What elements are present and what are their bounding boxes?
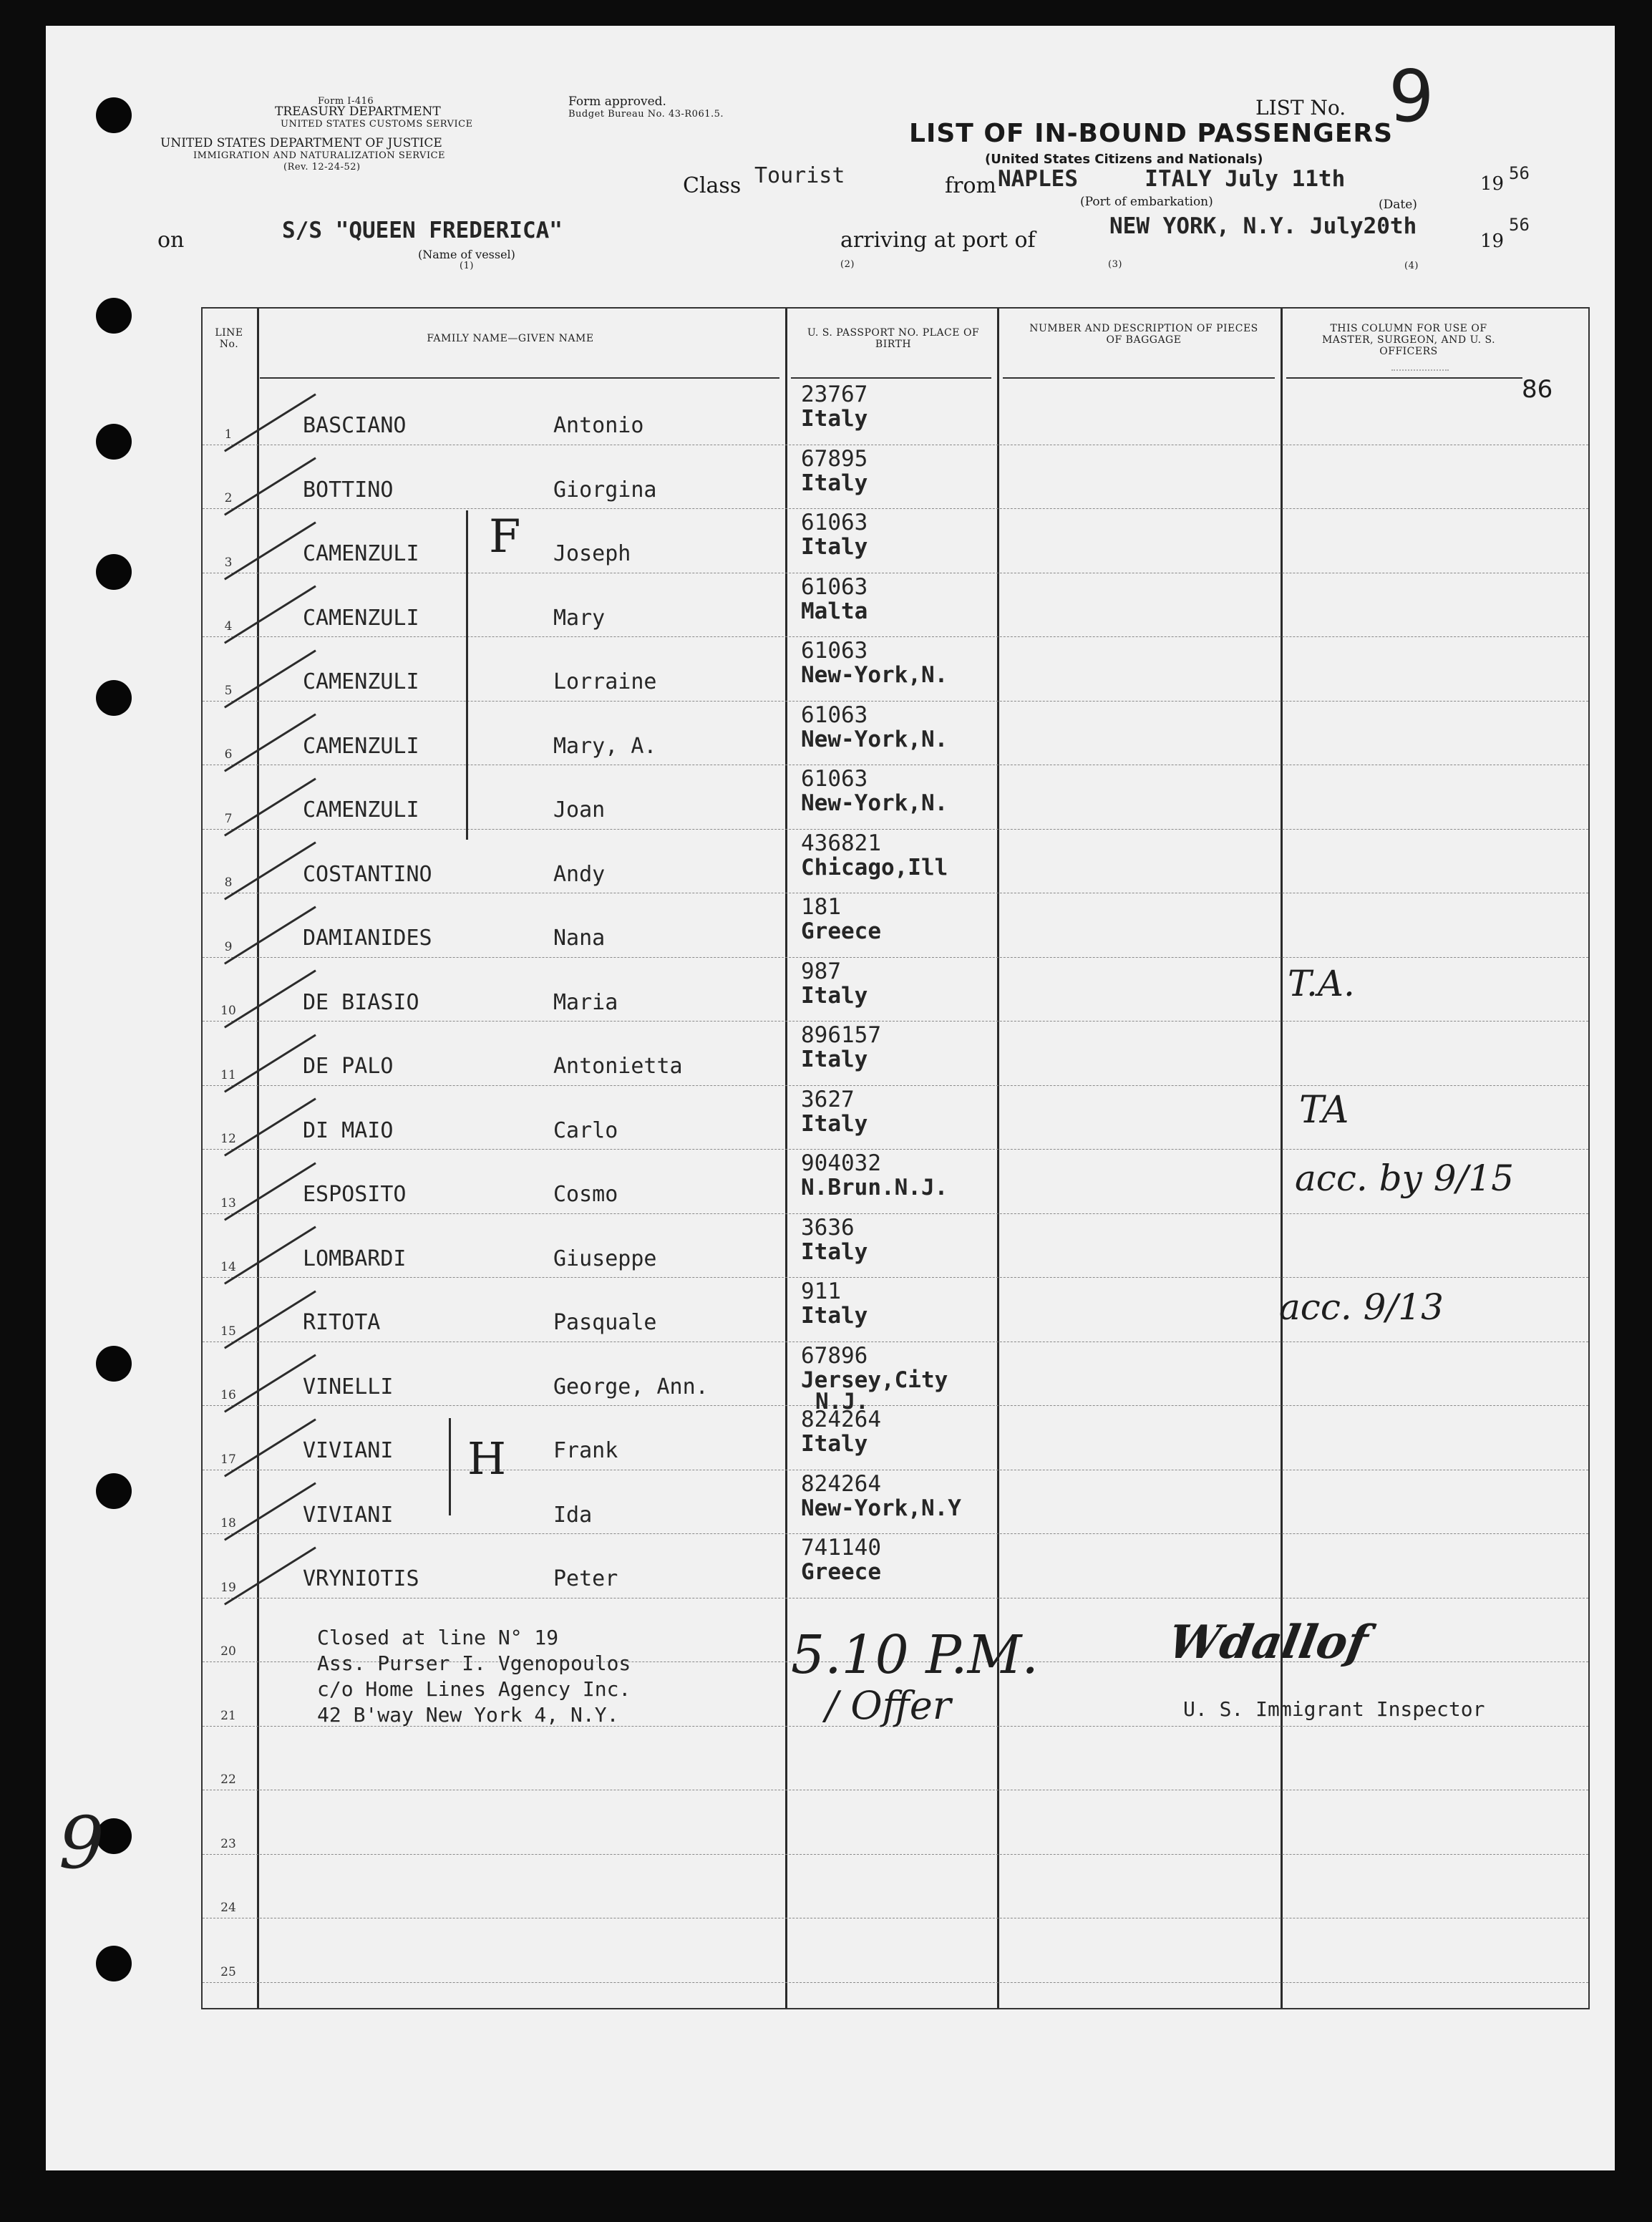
family-name: DI MAIO	[303, 1117, 394, 1143]
port-embark-note: (Port of embarkation)	[1080, 195, 1213, 209]
family-bracket	[456, 510, 468, 840]
family-name: VINELLI	[303, 1374, 394, 1399]
line-number: 22	[220, 1772, 236, 1787]
punch-hole	[96, 1473, 132, 1509]
place-of-birth: New-York,N.	[801, 726, 948, 752]
header-baggage: NUMBER AND DESCRIPTION OF PIECES OF BAGGAGE	[1029, 323, 1258, 346]
punch-hole	[96, 1946, 132, 1981]
punch-hole	[96, 680, 132, 716]
passport-number: 61063	[801, 638, 868, 664]
margin-number: 86	[1522, 375, 1553, 404]
place-of-birth: Italy	[801, 1303, 868, 1329]
header-line-no: LINE No.	[215, 327, 243, 350]
note-acc-1: acc. by 9/15	[1295, 1158, 1515, 1199]
family-name: VRYNIOTIS	[303, 1566, 419, 1591]
place-of-birth: New-York,N.	[801, 790, 948, 816]
header-rule	[260, 377, 779, 379]
given-name: Joseph	[553, 541, 631, 566]
family-name: VIVIANI	[303, 1502, 394, 1528]
bracket-f: F	[489, 510, 521, 563]
table-row	[203, 573, 1588, 637]
header-passport: U. S. PASSPORT NO. PLACE OF BIRTH	[807, 327, 980, 350]
passport-number: 61063	[801, 573, 868, 600]
note-acc-2: acc. 9/13	[1279, 1286, 1444, 1328]
family-name: DAMIANIDES	[303, 926, 432, 951]
line-number: 13	[220, 1195, 236, 1211]
table-row	[203, 1533, 1588, 1598]
place-of-birth: Italy	[801, 470, 868, 496]
family-name: COSTANTINO	[303, 861, 432, 887]
given-name: Cosmo	[553, 1182, 618, 1207]
passport-number: 824264	[801, 1407, 881, 1432]
place-of-birth-line2: N.J.	[815, 1388, 869, 1415]
inspector-label: U. S. Immigrant Inspector	[1183, 1697, 1485, 1721]
line-number: 8	[224, 875, 233, 890]
inspector-signature: Wdallof	[1164, 1616, 1372, 1669]
line-number: 11	[220, 1067, 236, 1082]
col-num-4: (4)	[1404, 261, 1419, 271]
header-rule	[1286, 377, 1522, 379]
line-number: 2	[224, 491, 233, 505]
col-num-3: (3)	[1108, 259, 1122, 270]
family-name: RITOTA	[303, 1310, 381, 1335]
vessel-note: (Name of vessel)	[418, 248, 515, 261]
family-name: DE BIASIO	[303, 989, 419, 1015]
line-number: 9	[224, 939, 233, 954]
closing-line-1: Closed at line N° 19	[317, 1626, 559, 1649]
place-of-birth: New-York,N.	[801, 662, 948, 688]
arrival-value: NEW YORK, N.Y. July20th	[1109, 213, 1417, 239]
passport-number: 911	[801, 1279, 841, 1304]
passport-number: 987	[801, 958, 841, 984]
table-row	[203, 701, 1588, 765]
treasury-label: TREASURY DEPARTMENT	[275, 105, 441, 119]
family-name: BOTTINO	[303, 477, 394, 503]
punch-hole	[96, 298, 132, 334]
given-name: Nana	[553, 926, 606, 951]
header-officers: THIS COLUMN FOR USE OF MASTER, SURGEON, AND U. S. OFFICERS	[1321, 323, 1496, 357]
year-arrival: 56	[1509, 215, 1530, 235]
punch-hole	[96, 424, 132, 460]
passport-number: 61063	[801, 702, 868, 728]
line-number: 3	[224, 555, 233, 570]
table-row	[203, 1085, 1588, 1150]
passport-number: 741140	[801, 1535, 881, 1561]
punch-hole	[96, 97, 132, 133]
table-row	[203, 636, 1588, 701]
line-number: 23	[220, 1836, 236, 1851]
date-note: (Date)	[1379, 198, 1417, 212]
line-number: 14	[220, 1260, 236, 1274]
line-number: 12	[220, 1132, 236, 1146]
page-subtitle: (United States Citizens and Nationals)	[985, 152, 1263, 167]
place-of-birth: Italy	[801, 406, 868, 432]
closing-line-2: Ass. Purser I. Vgenopoulos	[317, 1651, 631, 1675]
family-bracket	[442, 1418, 451, 1515]
place-of-birth: Italy	[801, 1238, 868, 1265]
place-of-birth: Italy	[801, 1047, 868, 1072]
year-prefix-arrival: 19	[1480, 231, 1505, 252]
given-name: Mary	[553, 605, 606, 631]
passport-number: 3636	[801, 1214, 855, 1241]
family-name: BASCIANO	[303, 413, 407, 438]
line-number: 1	[224, 427, 233, 442]
given-name: Antonio	[553, 413, 644, 438]
line-number: 15	[220, 1324, 236, 1339]
header-rule	[1003, 377, 1275, 379]
justice-label: UNITED STATES DEPARTMENT OF JUSTICE	[160, 136, 442, 150]
table-row	[203, 1342, 1588, 1415]
class-value: Tourist	[754, 163, 845, 188]
form-number: Form I-416	[318, 96, 374, 107]
passport-number: 67896	[801, 1342, 868, 1369]
table-row	[203, 829, 1588, 893]
passport-number: 904032	[801, 1150, 881, 1176]
on-label: on	[157, 228, 185, 253]
class-label: Class	[683, 173, 742, 198]
vessel-name: S/S "QUEEN FREDERICA"	[282, 218, 563, 243]
year-prefix: 19	[1480, 173, 1505, 195]
line-number: 16	[220, 1388, 236, 1402]
table-row	[203, 445, 1588, 509]
family-name: CAMENZULI	[303, 669, 419, 694]
given-name: Antonietta	[553, 1054, 683, 1079]
closing-line-3: c/o Home Lines Agency Inc.	[317, 1677, 631, 1701]
from-value: NAPLES ITALY July 11th	[998, 166, 1346, 192]
place-of-birth: Italy	[801, 534, 868, 560]
family-name: DE PALO	[303, 1054, 394, 1079]
given-name: Ida	[553, 1502, 593, 1528]
family-name: CAMENZULI	[303, 541, 419, 566]
family-name: LOMBARDI	[303, 1246, 407, 1271]
col-num-1: (1)	[460, 261, 474, 271]
table-row	[203, 765, 1588, 829]
given-name: Pasquale	[553, 1310, 657, 1335]
passenger-table	[201, 307, 1590, 2009]
line-number: 5	[224, 683, 233, 698]
family-name: VIVIANI	[303, 1438, 394, 1463]
table-row	[203, 1021, 1588, 1085]
family-name: CAMENZULI	[303, 733, 419, 759]
given-name: Maria	[553, 989, 618, 1015]
time-note: 5.10 P.M.	[791, 1624, 1039, 1686]
header-name: FAMILY NAME—GIVEN NAME	[427, 333, 594, 344]
line-number: 6	[224, 747, 233, 762]
header-rule	[791, 377, 991, 379]
table-row	[203, 508, 1588, 573]
passport-number: 3627	[801, 1086, 855, 1112]
given-name: Lorraine	[553, 669, 657, 694]
row-rule	[203, 1854, 1588, 1855]
table-row	[203, 380, 1588, 445]
family-name: CAMENZULI	[303, 605, 419, 631]
form-approved: Form approved.	[568, 94, 666, 109]
row-rule	[203, 1982, 1588, 1983]
table-row	[203, 1470, 1588, 1534]
line-number: 24	[220, 1901, 236, 1915]
given-name: Giuseppe	[553, 1246, 657, 1271]
place-of-birth: Italy	[801, 1431, 868, 1457]
from-label: from	[945, 173, 996, 198]
arriving-label: arriving at port of	[840, 228, 1036, 253]
year-from: 56	[1509, 163, 1530, 183]
manifest-page	[46, 26, 1615, 2170]
line-number: 21	[220, 1708, 236, 1723]
place-of-birth: Greece	[801, 918, 881, 944]
given-name: Andy	[553, 861, 606, 887]
table-row	[203, 893, 1588, 957]
table-row	[203, 957, 1588, 1022]
passport-number: 67895	[801, 445, 868, 472]
place-of-birth: Jersey,City	[801, 1367, 948, 1393]
passport-number: 181	[801, 894, 841, 920]
list-number: 9	[1389, 54, 1434, 138]
passport-number: 824264	[801, 1470, 881, 1497]
ins-label: IMMIGRATION AND NATURALIZATION SERVICE	[193, 150, 446, 161]
place-of-birth: Greece	[801, 1559, 881, 1585]
table-row	[203, 1213, 1588, 1278]
family-name: CAMENZULI	[303, 797, 419, 823]
table-row	[203, 1405, 1588, 1470]
list-label: LIST No.	[1255, 96, 1346, 120]
col-num-2: (2)	[840, 259, 855, 270]
line-number: 19	[220, 1580, 236, 1595]
place-of-birth: Chicago,Ill	[801, 854, 948, 880]
line-number: 20	[220, 1644, 236, 1659]
line-number: 10	[220, 1004, 236, 1018]
place-of-birth: N.Brun.N.J.	[801, 1175, 948, 1200]
punch-hole	[96, 554, 132, 590]
line-number: 7	[224, 811, 233, 826]
given-name: Frank	[553, 1438, 618, 1463]
given-name: Mary, A.	[553, 733, 657, 759]
line-number: 18	[220, 1516, 236, 1530]
given-name: Carlo	[553, 1117, 618, 1143]
rev-label: (Rev. 12-24-52)	[283, 162, 361, 173]
given-name: Peter	[553, 1566, 618, 1591]
line-number: 4	[224, 619, 233, 634]
family-name: ESPOSITO	[303, 1182, 407, 1207]
passport-number: 61063	[801, 766, 868, 792]
punch-hole	[96, 1346, 132, 1382]
place-of-birth: Malta	[801, 598, 868, 624]
passport-number: 896157	[801, 1022, 881, 1048]
initials-signature: / Offer	[825, 1683, 951, 1728]
left-margin-number: 9	[59, 1801, 105, 1885]
place-of-birth: Italy	[801, 982, 868, 1009]
closing-line-4: 42 B'way New York 4, N.Y.	[317, 1703, 619, 1727]
place-of-birth: New-York,N.Y	[801, 1495, 961, 1521]
note-ta-2: TA	[1299, 1089, 1349, 1132]
given-name: Giorgina	[553, 477, 657, 503]
passport-number: 23767	[801, 382, 868, 407]
customs-label: UNITED STATES CUSTOMS SERVICE	[281, 119, 473, 130]
page-title: LIST OF IN-BOUND PASSENGERS	[909, 119, 1394, 148]
given-name: Joan	[553, 797, 606, 823]
line-number: 25	[220, 1964, 236, 1979]
note-ta-1: T.A.	[1288, 963, 1355, 1004]
passport-number: 61063	[801, 510, 868, 535]
budget-bureau: Budget Bureau No. 43-R061.5.	[568, 109, 724, 120]
place-of-birth: Italy	[801, 1110, 868, 1137]
line-number: 17	[220, 1452, 236, 1467]
passport-number: 436821	[801, 830, 881, 856]
bracket-h: H	[467, 1432, 507, 1485]
given-name: George, Ann.	[553, 1374, 709, 1399]
